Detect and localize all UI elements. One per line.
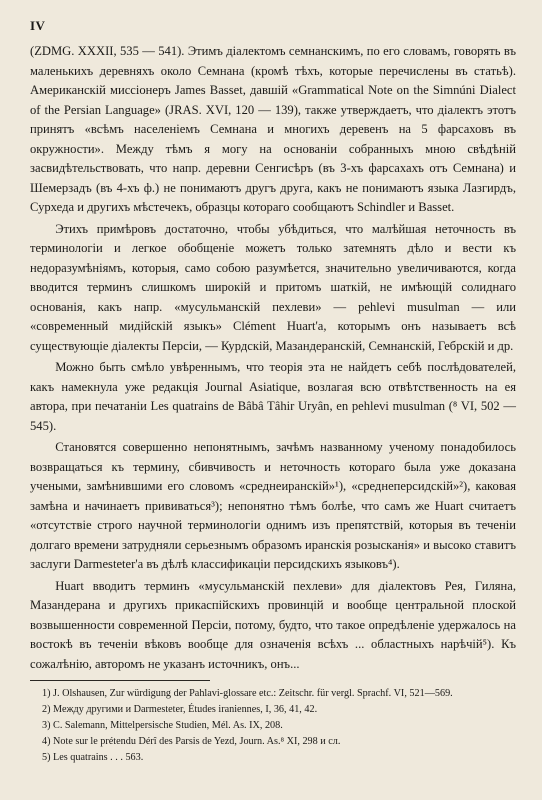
- main-text: [30, 42, 516, 674]
- paragraph-1: (ZDMG. XXXII, 535 — 541). Этимъ діалектомъ семнанскимъ, по его словамъ, говорять въ маленькихъ деревняхъ около Семнана (кромѣ тѣхъ, которые перечислены въ статьѣ). Американскій миссіонеръ James Basset, давшій «Grammatical Note on the Simnúni Dialect of the Persian Language» (JRAS. XVI, 120 — 139), также утверждаетъ, что діалектъ этотъ принятъ «всѣмъ населеніемъ Семнана и многихъ деревенъ на 5 фарсаховъ въ окружности». Между тѣмъ я могу на основаніи собранныхъ мною свѣдѣній засвидѣтельствовать, что напр. деревни Сенгисѣръ (въ 3-хъ фарсахахъ отъ Семнана) и Шемерзадъ (въ 4-хъ ф.) не понимаютъ другъ друга, какъ не понимаютъ языка Лазгирдъ, Сурхеда и другихъ мѣстечекъ, образцы котораго сообщаютъ Schindler и Basset.: [30, 44, 516, 214]
- paragraph-2: Этихъ примѣровъ достаточно, чтобы убѣдиться, что малѣйшая неточность въ терминологіи и легкое обобщеніе можетъ только затемнять дѣло и вести къ недоразумѣніямъ, которыя, само собою разумѣется, значительно увеличиваются, когда вводится терминъ слишкомъ широкій и притомъ шаткій, не имѣющій солиднаго основанія, какъ напр. «мусульманскій пехлеви» — pehlevi musulman — или «современный мидійскій языкъ» Clément Huart'a, которымъ онъ называетъ всѣ существующіе діалекты Персіи, — Курдскій, Мазандеранскій, Семнанскій, Гебрскій и др.: [30, 221, 516, 353]
- footnote-2: 2) Между другими и Darmesteter, Études iraniennes, I, 36, 41, 42.: [42, 704, 318, 715]
- paragraph-4: Становятся совершенно непонятнымъ, зачѣмъ названному ученому понадобилось возвращаться къ термину, сбивчивость и неточность котораго была уже доказана учеными, замѣнившими его словомъ «среднеиранскій»¹), «среднеперсидскій»²), каковая замѣна и начинаетъ прививаться³); непонятно тѣмъ болѣе, что самъ же Huart считаетъ «отсутствіе строго научной терминологіи однимъ изъ препятствій, которыя въ теченіи долгаго времени затрудняли серьезнымъ образомъ иранскія розысканія» и высоко ставитъ заслуги Darmesteter'a въ дѣлѣ классификаціи персидскихъ языковъ⁴).: [30, 440, 516, 571]
- paragraph-3: Можно быть смѣло увѣреннымъ, что теорія эта не найдетъ себѣ послѣдователей, какъ намекнула уже редакція Journal Asiatique, возлагая всю отвѣтственность на ея автора, при печатаніи Les quatrains de Bâbâ Tâhir Uryân, en pehlevi musulman (⁸ VI, 502 — 545).: [30, 360, 516, 433]
- footnotes: [30, 686, 516, 766]
- page-number: IV: [30, 18, 46, 33]
- footnote-divider: [30, 680, 210, 681]
- footnote-4: 4) Note sur le prétendu Dérî des Parsis de Yezd, Journ. As.⁸ XI, 298 и сл.: [42, 736, 341, 747]
- footnote-5: 5) Les quatrains . . . 563.: [42, 752, 144, 763]
- footnote-1: 1) J. Olshausen, Zur würdigung der Pahlavi-glossare etc.: Zeitschr. für vergl. Sprachf. VI, 521—569.: [42, 688, 453, 699]
- paragraph-5: Huart вводитъ терминъ «мусульманскій пехлеви» для діалектовъ Рея, Гиляна, Мазандерана и другихъ прикаспійскихъ провинцій и вообще центральной плоской возвышенности современной Персіи, потому, будто, что такое опредѣленіе удержалось на востокѣ въ теченіи вѣковъ вообще для означенія всѣхъ ... областныхъ нарѣчій⁵). Къ сожалѣнію, авторомъ не указанъ источникъ, онъ...: [30, 578, 516, 671]
- footnote-3: 3) C. Salemann, Mittelpersische Studien, Mél. As. IX, 208.: [42, 720, 283, 731]
